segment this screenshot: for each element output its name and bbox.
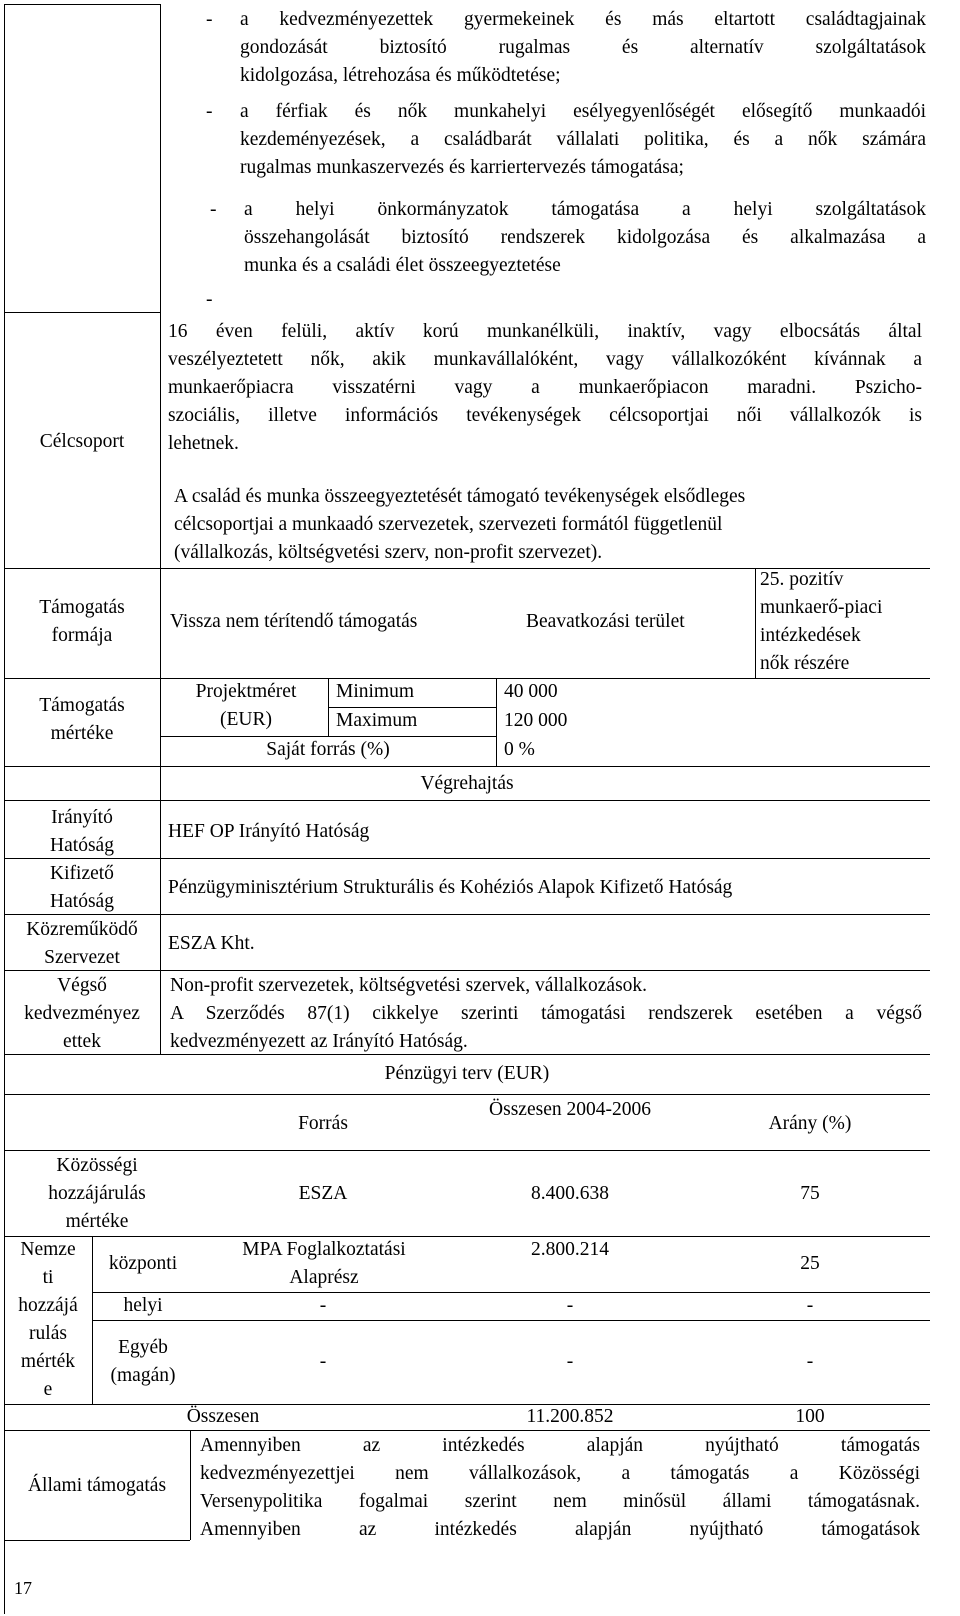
egyeb-osszeg: - bbox=[566, 1351, 574, 1372]
col-divider bbox=[496, 678, 497, 766]
header-arany: Arány (%) bbox=[768, 1113, 852, 1134]
text-line: kedvezményezettjei nem vállalkozások, a támogatás a Közösségi bbox=[200, 1463, 920, 1484]
col-divider bbox=[92, 1236, 93, 1404]
helyi-forras: - bbox=[319, 1295, 327, 1316]
vegso-label: Végső kedvezményez ettek bbox=[24, 975, 140, 1052]
egyeb-label: Egyéb (magán) bbox=[110, 1337, 176, 1386]
osszesen-arany: 100 bbox=[795, 1406, 825, 1427]
text-line: Non-profit szervezetek, költségvetési szervek, vállalkozások. bbox=[170, 975, 648, 996]
kozponti-label: központi bbox=[108, 1253, 178, 1274]
top-border bbox=[4, 4, 160, 5]
iranyito-label: Irányító Hatóság bbox=[50, 807, 114, 856]
text-line: munkaerőpiacra visszatérni vagy a munkaerőpiacon maradni. Pszicho- bbox=[168, 377, 922, 398]
bullet-dash: - bbox=[210, 199, 217, 220]
text-line: célcsoportjai a munkaadó szervezetek, szervezeti formától függetlenül bbox=[174, 514, 723, 535]
bullet-line: a férfiak és nők munkahelyi esélyegyenlőségét elősegítő munkaadói bbox=[240, 101, 926, 122]
kifizeto-value: Pénzügyminisztérium Strukturális és Kohéziós Alapok Kifizető Hatóság bbox=[168, 877, 733, 898]
row-divider bbox=[4, 678, 160, 679]
vegso-value bbox=[170, 972, 922, 1056]
bullet-dash: - bbox=[206, 289, 213, 310]
text-line: Amennyiben az intézkedés alapján nyújtható támogatások bbox=[200, 1519, 920, 1540]
text-line: kedvezményezett az Irányító Hatóság. bbox=[170, 1031, 468, 1052]
col-divider bbox=[190, 1430, 191, 1540]
forma-value: Vissza nem térítendő támogatás bbox=[170, 611, 418, 632]
bullet-line: rugalmas munkaszervezés és karriertervezés támogatása; bbox=[240, 157, 684, 178]
header-forras: Forrás bbox=[298, 1113, 348, 1134]
text-line: A Szerződés 87(1) cikkelye szerinti támogatási rendszerek esetében a végső bbox=[170, 1003, 922, 1024]
helyi-osszeg: - bbox=[566, 1295, 574, 1316]
maximum-value: 120 000 bbox=[504, 710, 568, 731]
helyi-label: helyi bbox=[123, 1295, 163, 1316]
kozponti-osszeg: 2.800.214 bbox=[531, 1239, 609, 1260]
osszesen-label: Összesen bbox=[186, 1406, 260, 1427]
kozponti-forras: MPA Foglalkoztatási Alaprész bbox=[242, 1239, 406, 1288]
text-line: veszélyeztetett nők, akik munkavállalóként, vagy vállalkozóként kívánnak a bbox=[168, 349, 922, 370]
page-number: 17 bbox=[14, 1578, 32, 1598]
celcsoport-paragraph-1 bbox=[168, 318, 922, 458]
minimum-label: Minimum bbox=[336, 681, 415, 702]
row-divider bbox=[4, 800, 930, 801]
bullet-line: munka és a családi élet összeegyeztetése bbox=[244, 255, 561, 276]
kifizeto-label: Kifizető Hatóság bbox=[50, 863, 114, 912]
kozremukodo-value: ESZA Kht. bbox=[168, 933, 255, 954]
header-osszesen: Összesen 2004-2006 bbox=[489, 1099, 651, 1120]
bullet-line: a kedvezményezettek gyermekeinek és más eltartott családtagjainak bbox=[240, 9, 926, 30]
egyeb-arany: - bbox=[806, 1351, 814, 1372]
row-divider bbox=[4, 312, 160, 313]
beavatkozasi-label: Beavatkozási terület bbox=[526, 611, 685, 632]
iranyito-value: HEF OP Irányító Hatóság bbox=[168, 821, 370, 842]
row-divider bbox=[92, 1320, 930, 1321]
bullet-line: összehangolását biztosító rendszerek kidolgozása és alkalmazása a bbox=[244, 227, 926, 248]
sajat-forras-value: 0 % bbox=[504, 739, 535, 760]
bullet-line: kidolgozása, létrehozása és működtetése; bbox=[240, 65, 561, 86]
sajat-forras-label: Saját forrás (%) bbox=[266, 739, 390, 760]
text-line: Amennyiben az intézkedés alapján nyújtható támogatás bbox=[200, 1435, 920, 1456]
row-divider bbox=[4, 1094, 930, 1095]
col-divider bbox=[755, 568, 756, 678]
kozponti-arany: 25 bbox=[800, 1253, 820, 1274]
text-line: Versenypolitika fogalmai szerint nem minősül állami támogatásnak. bbox=[200, 1491, 920, 1512]
egyeb-forras: - bbox=[319, 1351, 327, 1372]
kozossegi-label: Közösségi hozzájárulás mértéke bbox=[48, 1155, 146, 1232]
bullet-line: a helyi önkormányzatok támogatása a helyi szolgáltatások bbox=[244, 199, 926, 220]
row-divider bbox=[4, 1540, 190, 1541]
maximum-label: Maximum bbox=[336, 710, 418, 731]
bullet-line: kezdeményezések, a családbarát vállalati politika, és a nők számára bbox=[240, 129, 926, 150]
kozossegi-arany: 75 bbox=[800, 1183, 820, 1204]
celcsoport-label: Célcsoport bbox=[39, 431, 125, 452]
helyi-arany: - bbox=[806, 1295, 814, 1316]
kozossegi-osszeg: 8.400.638 bbox=[531, 1183, 609, 1204]
celcsoport-paragraph-2 bbox=[174, 483, 914, 567]
text-line: 16 éven felüli, aktív korú munkanélküli, inaktív, vagy elbocsátás által bbox=[168, 321, 922, 342]
row-divider bbox=[4, 1150, 930, 1151]
osszesen-osszeg: 11.200.852 bbox=[526, 1406, 614, 1427]
text-line: (vállalkozás, költségvetési szerv, non-profit szervezet). bbox=[174, 542, 603, 563]
kozossegi-forras: ESZA bbox=[298, 1183, 348, 1204]
minimum-value: 40 000 bbox=[504, 681, 558, 702]
penzugyi-title: Pénzügyi terv (EUR) bbox=[384, 1063, 550, 1084]
label-column-divider bbox=[160, 4, 161, 1054]
text-line: szociális, illetve információs tevékenységek célcsoportjai női vállalkozók is bbox=[168, 405, 922, 426]
allami-value bbox=[200, 1432, 920, 1544]
bullet-dash: - bbox=[206, 9, 213, 30]
row-divider bbox=[4, 766, 930, 767]
nemzeti-label: Nemze ti hozzájá rulás mérték e bbox=[18, 1239, 78, 1400]
text-line: lehetnek. bbox=[168, 433, 239, 454]
projektmeret-label: Projektméret (EUR) bbox=[195, 681, 297, 730]
allami-label: Állami támogatás bbox=[27, 1475, 167, 1496]
vegrehajtas-title: Végrehajtás bbox=[420, 773, 514, 794]
bullet-dash: - bbox=[206, 101, 213, 122]
mertek-label: Támogatás mértéke bbox=[39, 695, 125, 744]
bullet-line: gondozását biztosító rugalmas és alternatív szolgáltatások bbox=[240, 37, 926, 58]
beavatkozasi-value: 25. pozitív munkaerő-piaci intézkedések nők részére bbox=[760, 569, 883, 674]
kozremukodo-label: Közreműködő Szervezet bbox=[26, 919, 138, 968]
text-line: A család és munka összeegyeztetését támogató tevékenységek elsődleges bbox=[174, 486, 746, 507]
forma-label: Támogatás formája bbox=[39, 597, 125, 646]
